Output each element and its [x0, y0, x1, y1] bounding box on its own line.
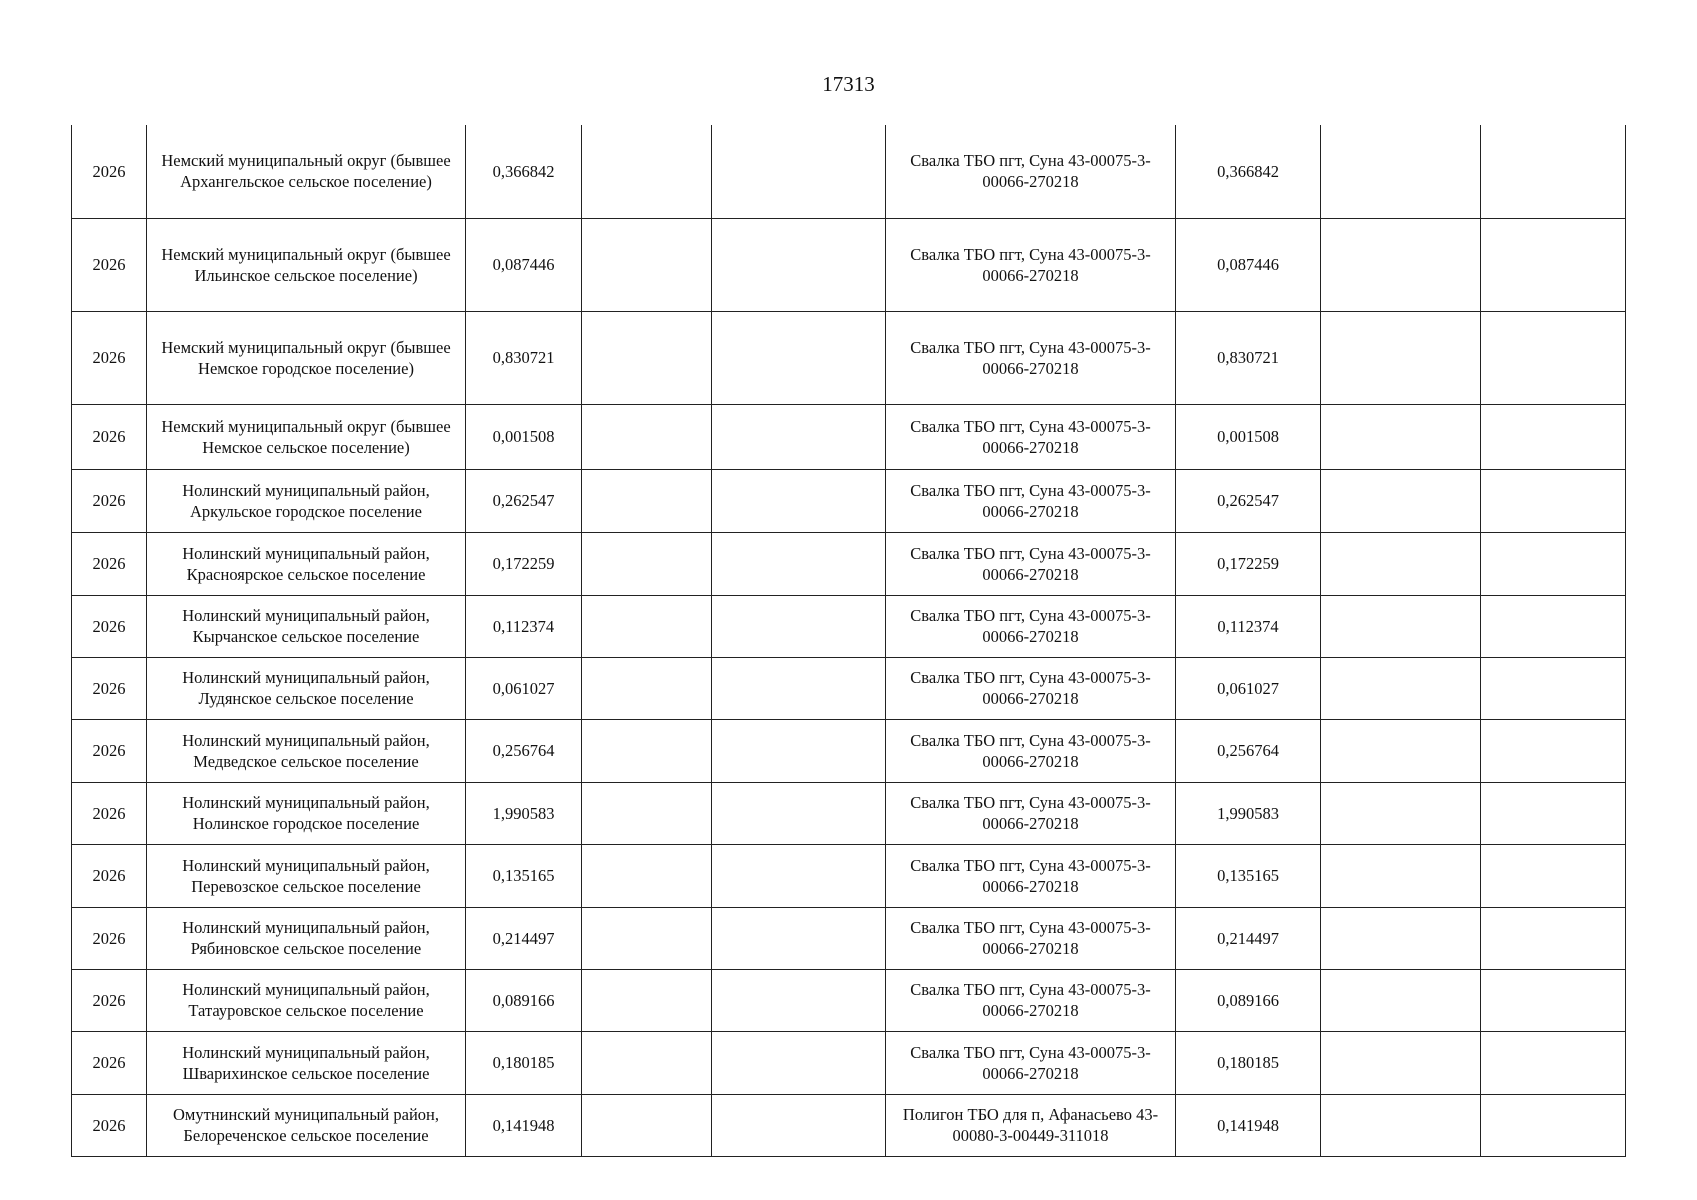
facility-cell: Свалка ТБО пгт, Суна 43-00075-3-00066-270218: [886, 404, 1176, 469]
volume-cell: 0,087446: [466, 218, 582, 311]
empty-cell: [582, 1094, 712, 1156]
empty-cell: [582, 719, 712, 782]
territory-cell: Нолинский муниципальный район, Татауровское сельское поселение: [147, 969, 466, 1031]
empty-cell: [712, 1031, 886, 1094]
amount-cell: 0,180185: [1176, 1031, 1321, 1094]
territory-cell: Нолинский муниципальный район, Медведское сельское поселение: [147, 719, 466, 782]
empty-cell: [1321, 657, 1481, 719]
volume-cell: 0,214497: [466, 907, 582, 969]
empty-cell: [712, 844, 886, 907]
table-row: [72, 218, 1626, 311]
territory-cell: Немский муниципальный округ (бывшее Немское сельское поселение): [147, 404, 466, 469]
table-row: [72, 1094, 1626, 1156]
volume-cell: 0,135165: [466, 844, 582, 907]
empty-cell: [582, 657, 712, 719]
territory-cell: Омутнинский муниципальный район, Белореченское сельское поселение: [147, 1094, 466, 1156]
year-cell: 2026: [72, 125, 147, 218]
territory-cell: Нолинский муниципальный район, Нолинское городское поселение: [147, 782, 466, 844]
empty-cell: [582, 218, 712, 311]
amount-cell: 0,262547: [1176, 469, 1321, 532]
empty-cell: [582, 844, 712, 907]
volume-cell: 0,830721: [466, 311, 582, 404]
amount-cell: 0,001508: [1176, 404, 1321, 469]
table-row: [72, 844, 1626, 907]
empty-cell: [1481, 1031, 1626, 1094]
year-cell: 2026: [72, 719, 147, 782]
table-row: [72, 404, 1626, 469]
empty-cell: [582, 125, 712, 218]
empty-cell: [1321, 595, 1481, 657]
empty-cell: [1481, 907, 1626, 969]
year-cell: 2026: [72, 469, 147, 532]
empty-cell: [1321, 125, 1481, 218]
empty-cell: [582, 311, 712, 404]
empty-cell: [1321, 1094, 1481, 1156]
empty-cell: [1481, 1094, 1626, 1156]
table-row: [72, 1031, 1626, 1094]
empty-cell: [1481, 469, 1626, 532]
facility-cell: Свалка ТБО пгт, Суна 43-00075-3-00066-270218: [886, 719, 1176, 782]
facility-cell: Свалка ТБО пгт, Суна 43-00075-3-00066-270218: [886, 311, 1176, 404]
empty-cell: [1321, 1031, 1481, 1094]
table-row: [72, 311, 1626, 404]
year-cell: 2026: [72, 782, 147, 844]
empty-cell: [1321, 311, 1481, 404]
empty-cell: [582, 1031, 712, 1094]
year-cell: 2026: [72, 404, 147, 469]
table-row: [72, 657, 1626, 719]
amount-cell: 0,172259: [1176, 532, 1321, 595]
territory-cell: Нолинский муниципальный район, Аркульское городское поселение: [147, 469, 466, 532]
empty-cell: [582, 907, 712, 969]
empty-cell: [712, 969, 886, 1031]
empty-cell: [582, 969, 712, 1031]
empty-cell: [1481, 657, 1626, 719]
empty-cell: [712, 404, 886, 469]
empty-cell: [712, 218, 886, 311]
page-number: 17313: [822, 72, 875, 96]
empty-cell: [1481, 218, 1626, 311]
empty-cell: [582, 595, 712, 657]
empty-cell: [1321, 532, 1481, 595]
table-row: [72, 532, 1626, 595]
year-cell: 2026: [72, 218, 147, 311]
empty-cell: [1481, 532, 1626, 595]
territory-cell: Нолинский муниципальный район, Рябиновское сельское поселение: [147, 907, 466, 969]
empty-cell: [1481, 969, 1626, 1031]
year-cell: 2026: [72, 907, 147, 969]
volume-cell: 0,061027: [466, 657, 582, 719]
volume-cell: 0,089166: [466, 969, 582, 1031]
empty-cell: [1321, 969, 1481, 1031]
empty-cell: [712, 907, 886, 969]
year-cell: 2026: [72, 844, 147, 907]
territory-cell: Нолинский муниципальный район, Шварихинское сельское поселение: [147, 1031, 466, 1094]
empty-cell: [582, 782, 712, 844]
amount-cell: 0,061027: [1176, 657, 1321, 719]
volume-cell: 0,141948: [466, 1094, 582, 1156]
table-row: [72, 969, 1626, 1031]
empty-cell: [1321, 404, 1481, 469]
facility-cell: Свалка ТБО пгт, Суна 43-00075-3-00066-270218: [886, 595, 1176, 657]
territory-cell: Немский муниципальный округ (бывшее Ильинское сельское поселение): [147, 218, 466, 311]
empty-cell: [712, 719, 886, 782]
table-row: [72, 125, 1626, 218]
territory-cell: Немский муниципальный округ (бывшее Архангельское сельское поселение): [147, 125, 466, 218]
table-row: [72, 719, 1626, 782]
empty-cell: [712, 1094, 886, 1156]
amount-cell: 0,141948: [1176, 1094, 1321, 1156]
empty-cell: [582, 404, 712, 469]
year-cell: 2026: [72, 595, 147, 657]
facility-cell: Свалка ТБО пгт, Суна 43-00075-3-00066-270218: [886, 218, 1176, 311]
empty-cell: [1481, 595, 1626, 657]
amount-cell: 0,214497: [1176, 907, 1321, 969]
empty-cell: [1481, 782, 1626, 844]
empty-cell: [1321, 782, 1481, 844]
territory-cell: Нолинский муниципальный район, Лудянское сельское поселение: [147, 657, 466, 719]
facility-cell: Свалка ТБО пгт, Суна 43-00075-3-00066-270218: [886, 1031, 1176, 1094]
empty-cell: [712, 782, 886, 844]
empty-cell: [1321, 218, 1481, 311]
volume-cell: 0,180185: [466, 1031, 582, 1094]
amount-cell: 0,366842: [1176, 125, 1321, 218]
empty-cell: [1481, 125, 1626, 218]
empty-cell: [1481, 311, 1626, 404]
table-row: [72, 469, 1626, 532]
empty-cell: [1321, 907, 1481, 969]
territory-cell: Нолинский муниципальный район, Кырчанское сельское поселение: [147, 595, 466, 657]
empty-cell: [1321, 719, 1481, 782]
empty-cell: [1321, 469, 1481, 532]
empty-cell: [1321, 844, 1481, 907]
volume-cell: 0,172259: [466, 532, 582, 595]
amount-cell: 0,256764: [1176, 719, 1321, 782]
empty-cell: [582, 469, 712, 532]
table-row: [72, 782, 1626, 844]
facility-cell: Свалка ТБО пгт, Суна 43-00075-3-00066-270218: [886, 125, 1176, 218]
volume-cell: 0,262547: [466, 469, 582, 532]
empty-cell: [1481, 844, 1626, 907]
amount-cell: 0,135165: [1176, 844, 1321, 907]
facility-cell: Свалка ТБО пгт, Суна 43-00075-3-00066-270218: [886, 844, 1176, 907]
facility-cell: Свалка ТБО пгт, Суна 43-00075-3-00066-270218: [886, 469, 1176, 532]
amount-cell: 0,112374: [1176, 595, 1321, 657]
facility-cell: Свалка ТБО пгт, Суна 43-00075-3-00066-270218: [886, 657, 1176, 719]
year-cell: 2026: [72, 1094, 147, 1156]
territory-cell: Нолинский муниципальный район, Красноярское сельское поселение: [147, 532, 466, 595]
year-cell: 2026: [72, 657, 147, 719]
empty-cell: [712, 125, 886, 218]
territory-cell: Нолинский муниципальный район, Перевозское сельское поселение: [147, 844, 466, 907]
empty-cell: [582, 532, 712, 595]
volume-cell: 0,256764: [466, 719, 582, 782]
amount-cell: 0,089166: [1176, 969, 1321, 1031]
year-cell: 2026: [72, 311, 147, 404]
amount-cell: 1,990583: [1176, 782, 1321, 844]
table-row: [72, 907, 1626, 969]
year-cell: 2026: [72, 532, 147, 595]
facility-cell: Полигон ТБО для п, Афанасьево 43-00080-3-00449-311018: [886, 1094, 1176, 1156]
year-cell: 2026: [72, 1031, 147, 1094]
facility-cell: Свалка ТБО пгт, Суна 43-00075-3-00066-270218: [886, 782, 1176, 844]
empty-cell: [712, 532, 886, 595]
volume-cell: 0,112374: [466, 595, 582, 657]
amount-cell: 0,087446: [1176, 218, 1321, 311]
empty-cell: [712, 595, 886, 657]
empty-cell: [712, 657, 886, 719]
empty-cell: [1481, 719, 1626, 782]
empty-cell: [1481, 404, 1626, 469]
year-cell: 2026: [72, 969, 147, 1031]
facility-cell: Свалка ТБО пгт, Суна 43-00075-3-00066-270218: [886, 907, 1176, 969]
empty-cell: [712, 469, 886, 532]
facility-cell: Свалка ТБО пгт, Суна 43-00075-3-00066-270218: [886, 969, 1176, 1031]
territory-cell: Немский муниципальный округ (бывшее Немское городское поселение): [147, 311, 466, 404]
waste-volume-table: [71, 125, 1626, 1157]
volume-cell: 0,001508: [466, 404, 582, 469]
empty-cell: [712, 311, 886, 404]
amount-cell: 0,830721: [1176, 311, 1321, 404]
volume-cell: 0,366842: [466, 125, 582, 218]
volume-cell: 1,990583: [466, 782, 582, 844]
table-row: [72, 595, 1626, 657]
facility-cell: Свалка ТБО пгт, Суна 43-00075-3-00066-270218: [886, 532, 1176, 595]
